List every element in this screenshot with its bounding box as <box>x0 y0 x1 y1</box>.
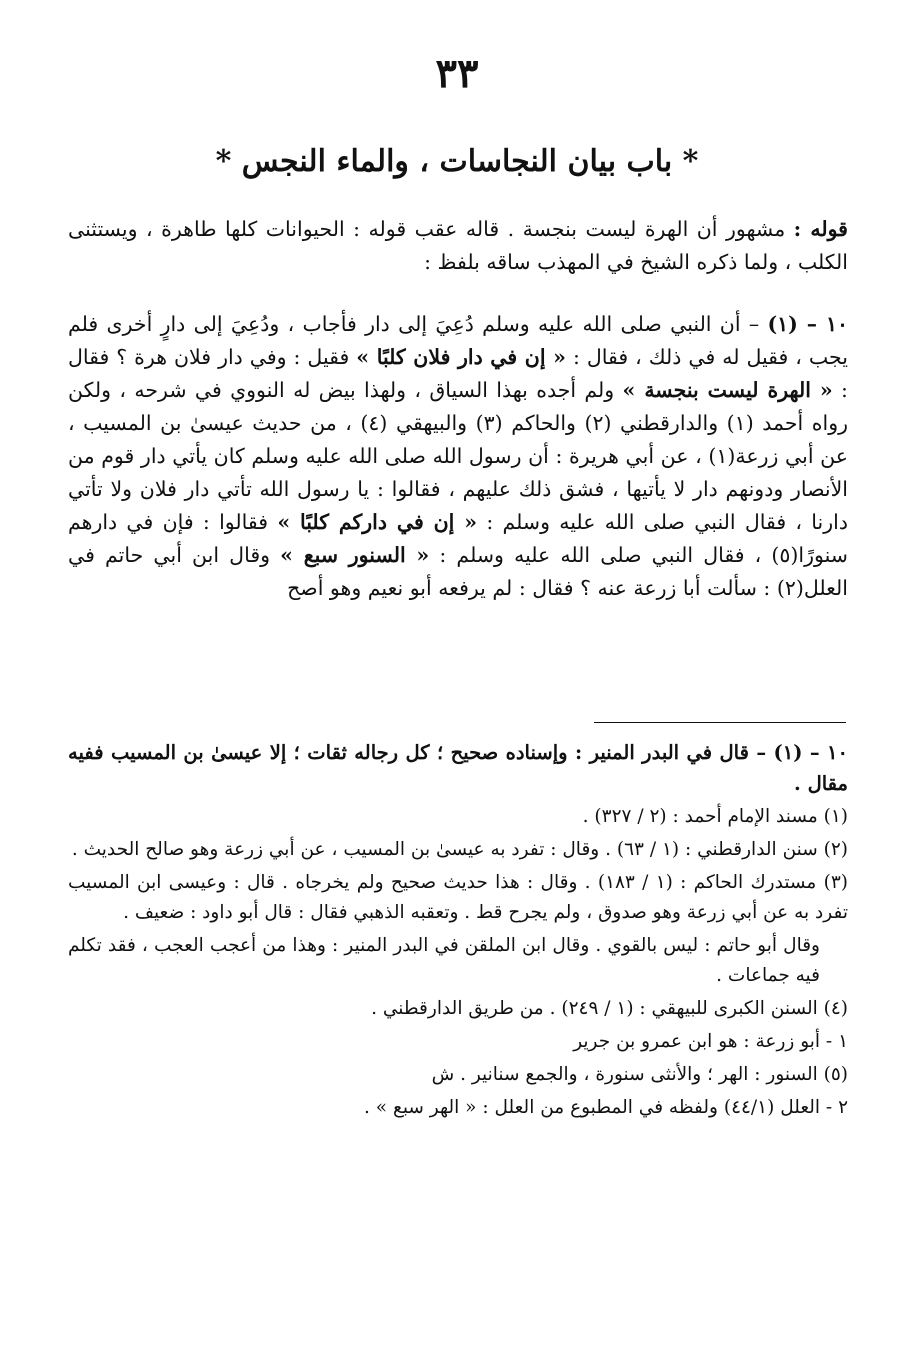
footnote-item: (٥) السنور : الهر ؛ والأنثى سنورة ، والجمع سنانير . ش <box>431 1064 848 1085</box>
chapter-title: * باب بيان النجاسات ، والماء النجس * <box>215 144 699 179</box>
hadith-paragraph <box>68 308 848 605</box>
footnote-item: (٤) السنن الكبرى للبيهقي : (١ / ٢٤٩) . من طريق الدارقطني . <box>371 998 848 1019</box>
hadith-text: – أن النبي صلى الله عليه وسلم دُعِيَ إلى دار فأجاب ، ودُعِيَ إلى دارٍ أخرى فلم يجب ، فقيل له في ذلك ، فقال : <box>68 312 848 369</box>
footnote-item: (٣) مستدرك الحاكم : (١ / ١٨٣) . وقال : هذا حديث صحيح ولم يخرجاه . قال : وعيسى ابن المسيب تفرد به عن أبي زرعة وهو صدوق ، ولم يجرح قط . وتعقبه الذهبي فقال : قال أبو داود : ضعيف . <box>68 872 848 923</box>
footnote-item: (٢) سنن الدارقطني : (١ / ٦٣) . وقال : تفرد به عيسىٰ بن المسيب ، عن أبي زرعة وهو صالح الحديث . <box>71 839 848 860</box>
page-number: ٣٣ <box>435 50 479 97</box>
intro-paragraph <box>68 213 848 279</box>
hadith-text: ولم أجده بهذا السياق ، ولهذا بيض له النووي في شرحه ، ولكن رواه أحمد (١) والدارقطني (٢) والحاكم (٣) والبيهقي (٤) ، من حديث عيسىٰ بن المسيب ، عن أبي زرعة(١) ، عن أبي هريرة : أن رسول الله صلى الله عليه وسلم كان يأتي دار قوم من الأنصار ودونهم دار لا يأتيها ، فشق ذلك عليهم ، فقالوا : يا رسول الله تأتي دار فلان ولا تأتي دارنا ، فقال النبي صلى الله عليه وسلم : <box>68 378 848 534</box>
footnote-item: (١) مسند الإمام أحمد : (٢ / ٣٢٧) . <box>582 806 848 827</box>
footnote-item: وقال أبو حاتم : ليس بالقوي . وقال ابن الملقن في البدر المنير : وهذا من أعجب العجب ، فقد تكلم فيه جماعات . <box>68 935 820 986</box>
hadith-text: وقال ابن أبي حاتم في العلل(٢) : سألت أبا زرعة عنه ؟ فقال : لم يرفعه أبو نعيم وهو أصح <box>68 543 848 600</box>
hadith-number: ١٠ – (١) <box>767 312 848 336</box>
hadith-quote: « السنور سبع » <box>280 543 430 567</box>
hadith-quote: « الهرة ليست بنجسة » <box>622 378 833 402</box>
footnotes <box>68 737 848 1126</box>
footnote-item: ٢ - العلل (٤٤/١) ولفظه في المطبوع من العلل : « الهر سبع » . <box>364 1097 848 1118</box>
hadith-quote: « إن في داركم كلبًا » <box>277 510 478 534</box>
hadith-text: فقالوا : فإن في دارهم سنورًا(٥) ، فقال النبي صلى الله عليه وسلم : <box>68 510 848 567</box>
footnote-item: ١ - أبو زرعة : هو ابن عمرو بن جرير <box>573 1031 848 1052</box>
footnote-separator <box>594 722 846 723</box>
footnote-lead: ١٠ – (١) – قال في البدر المنير : وإسناده صحيح ؛ كل رجاله ثقات ؛ إلا عيسىٰ بن المسيب ففيه مقال . <box>68 741 848 795</box>
hadith-quote: « إن في دار فلان كلبًا » <box>356 345 566 369</box>
hadith-text: فقيل : وفي دار فلان هرة ؟ فقال : <box>68 345 848 402</box>
intro-text: مشهور أن الهرة ليست بنجسة . قاله عقب قوله : الحيوانات كلها طاهرة ، ويستثنى الكلب ، ولما ذكره الشيخ في المهذب ساقه بلفظ : <box>68 217 848 274</box>
intro-label: قوله : <box>793 217 848 241</box>
